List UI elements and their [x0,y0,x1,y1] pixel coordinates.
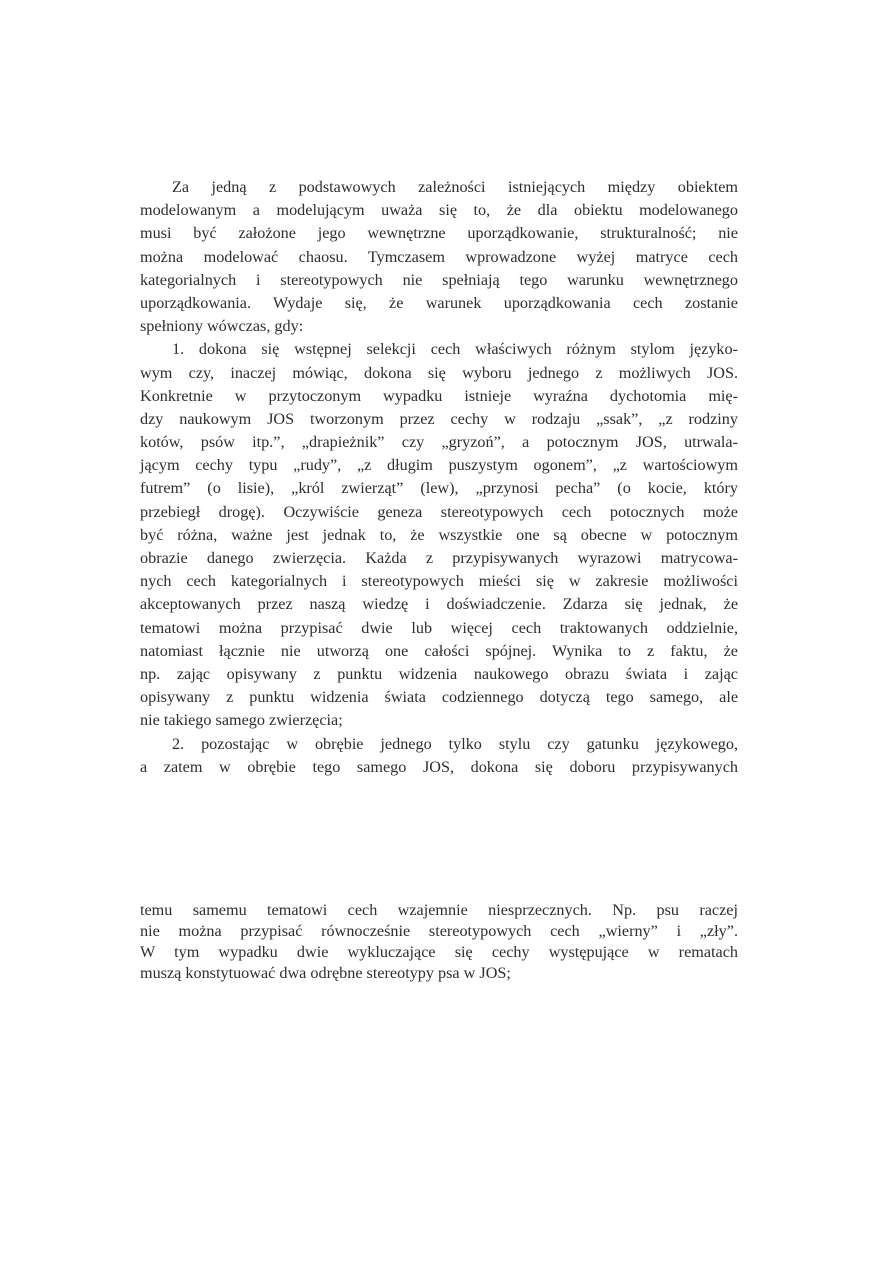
text-line: dzy naukowym JOS tworzonym przez cechy w rodzaju „ssak”, „z rodziny [140,409,738,428]
text-line: musi być założone jego wewnętrzne uporządkowanie, strukturalność; nie [140,224,738,243]
text-line: jącym cechy typu „rudy”, „z długim puszystym ogonem”, „z wartościowym [140,456,738,475]
paragraph-block-bottom [140,900,738,984]
text-line: temu samemu tematowi cech wzajemnie niesprzecznych. Np. psu raczej [140,901,738,919]
list-item-2-start: 2. pozostając w obrębie jednego tylko stylu czy gatunku językowego, [172,734,738,753]
text-line: np. zając opisywany z punktu widzenia naukowego obrazu świata i zając [140,664,738,683]
text-line: być różna, ważne jest jednak to, że wszystkie one są obecne w potocznym [140,525,738,544]
text-line: kategorialnych i stereotypowych nie spełniają tego warunku wewnętrznego [140,270,738,289]
text-line: natomiast łącznie nie utworzą one całości spójnej. Wynika to z faktu, że [140,641,738,660]
text-line: futrem” (o lisie), „król zwierząt” (lew), „przynosi pecha” (o kocie, który [140,479,738,498]
text-line: muszą konstytuować dwa odrębne stereotypy psa w JOS; [140,964,511,982]
text-line: Za jedną z podstawowych zależności istniejących między obiektem [172,178,738,196]
list-item-1-start: 1. dokona się wstępnej selekcji cech właściwych różnym stylom języko- [172,340,738,359]
text-line: obrazie danego zwierzęcia. Każda z przypisywanych wyrazowi matrycowa- [140,549,738,567]
text-line: spełniony wówczas, gdy: [140,317,304,336]
text-line: przebiegł drogę). Oczywiście geneza stereotypowych cech potocznych może [140,502,738,521]
text-line: modelowanym a modelującym uważa się to, że dla obiektu modelowanego [140,201,738,220]
paragraph-block-top [140,176,738,779]
text-line: tematowi można przypisać dwie lub więcej cech traktowanych oddzielnie, [140,618,738,637]
text-line: nie można przypisać równocześnie stereotypowych cech „wierny” i „zły”. [140,922,738,940]
text-line: nych cech kategorialnych i stereotypowych mieści się w zakresie możliwości [140,572,738,591]
text-line: uporządkowania. Wydaje się, że warunek uporządkowania cech zostanie [140,293,738,312]
text-line: nie takiego samego zwierzęcia; [140,711,343,730]
text-line: akceptowanych przez naszą wiedzę i doświadczenie. Zdarza się jednak, że [140,595,738,614]
text-line: kotów, psów itp.”, „drapieżnik” czy „gryzoń”, a potocznym JOS, utrwala- [140,433,738,452]
text-line: opisywany z punktu widzenia świata codziennego dotyczą tego samego, ale [140,688,738,707]
text-line: W tym wypadku dwie wykluczające się cechy występujące w rematach [140,943,738,961]
text-line: Konkretnie w przytoczonym wypadku istnieje wyraźna dychotomia mię- [140,386,738,405]
text-line: wym czy, inaczej mówiąc, dokona się wyboru jednego z możliwych JOS. [140,363,738,382]
text-line: a zatem w obrębie tego samego JOS, dokona się doboru przypisywanych [140,757,738,776]
text-line: można modelować chaosu. Tymczasem wprowadzone wyżej matryce cech [140,247,738,266]
